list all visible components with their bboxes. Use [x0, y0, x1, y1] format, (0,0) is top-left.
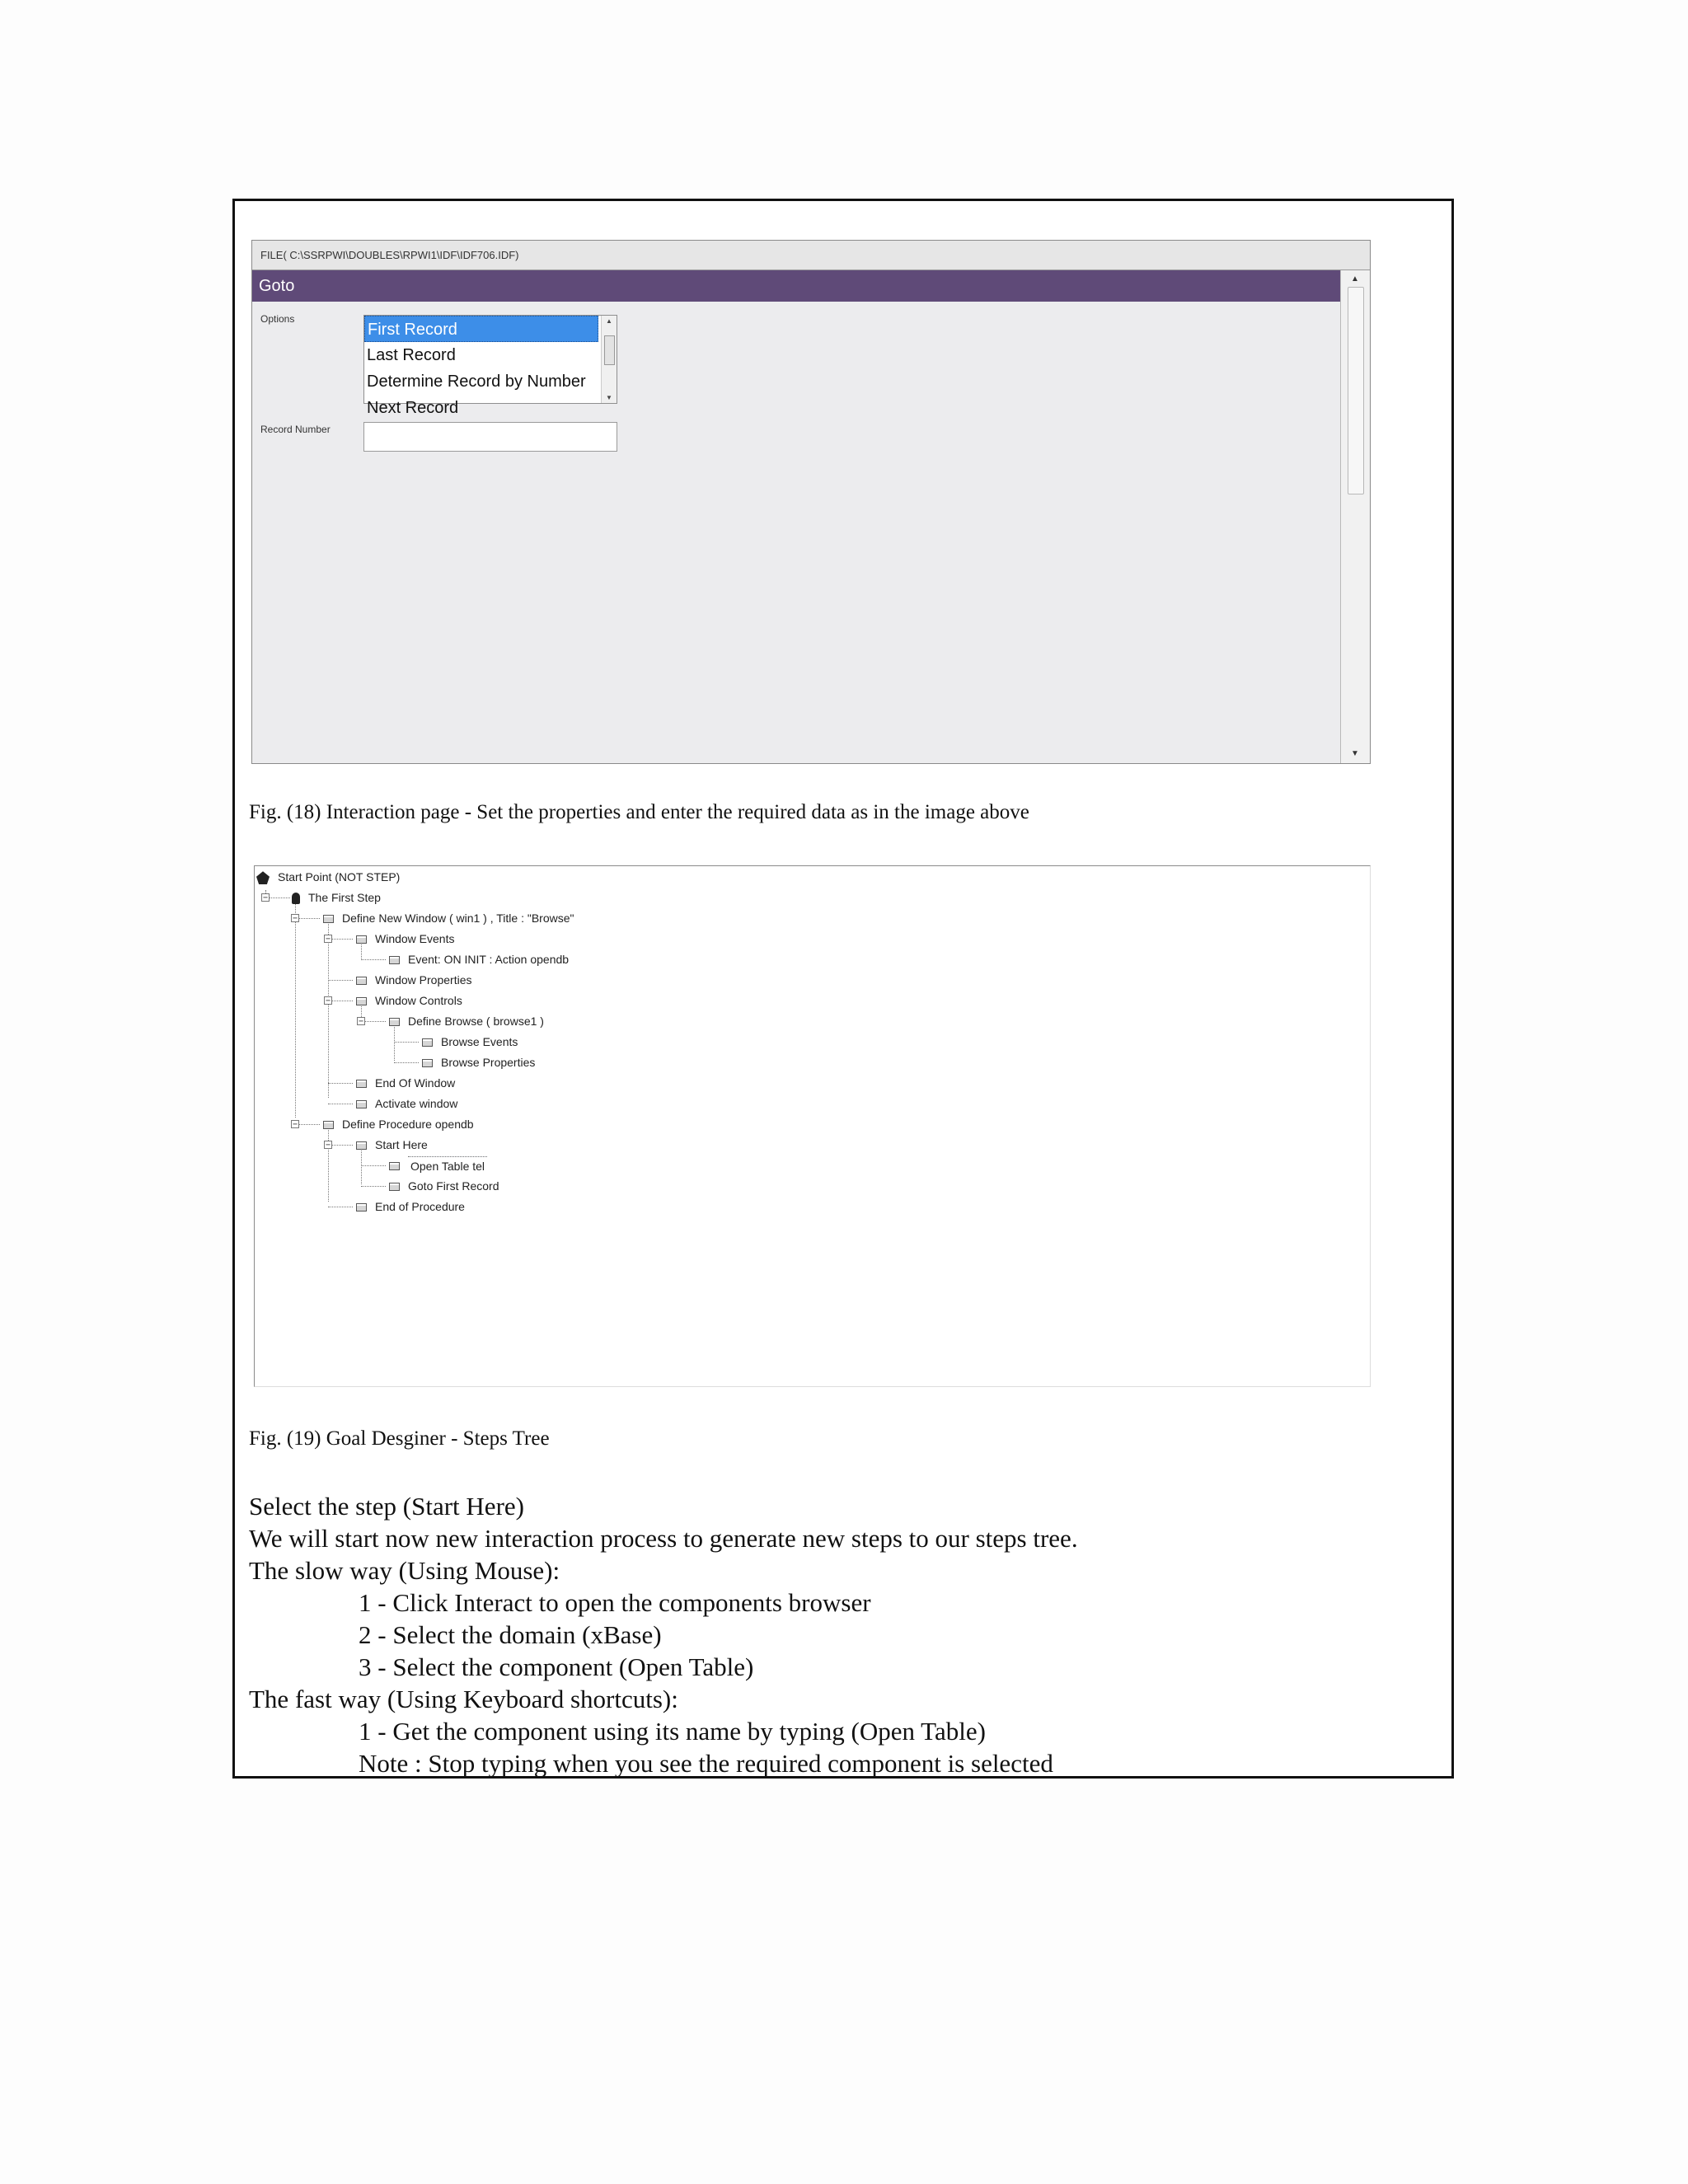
collapse-toggle-icon[interactable]: − — [262, 893, 269, 902]
scroll-up-icon[interactable]: ▲ — [1351, 274, 1359, 284]
list-scroll-down-icon[interactable]: ▼ — [606, 394, 612, 401]
scroll-down-icon[interactable]: ▼ — [1351, 749, 1359, 758]
component-icon — [323, 915, 334, 923]
component-icon — [389, 1162, 400, 1170]
tree-node[interactable]: End of Procedure — [356, 1197, 465, 1216]
instruction-line: Select the step (Start Here) — [249, 1492, 524, 1521]
scrollbar-thumb[interactable] — [1348, 287, 1364, 494]
option-last-record[interactable]: Last Record — [367, 346, 456, 364]
option-first-record[interactable]: First Record — [364, 316, 598, 342]
fast-step-note: Note : Stop typing when you see the required component is selected — [359, 1749, 1053, 1778]
list-scroll-up-icon[interactable]: ▲ — [606, 317, 612, 325]
collapse-toggle-icon[interactable]: − — [325, 1141, 331, 1150]
goto-window — [251, 240, 1371, 764]
tree-node[interactable]: Start Point (NOT STEP) — [256, 868, 400, 886]
window-scrollbar[interactable] — [1340, 270, 1370, 763]
tree-node-selected[interactable]: Open Table tel — [389, 1156, 408, 1174]
options-label: Options — [260, 313, 295, 325]
tree-node[interactable]: End Of Window — [356, 1074, 455, 1092]
window-title: Goto — [252, 270, 1340, 302]
slow-step: 1 - Click Interact to open the components browser — [359, 1588, 871, 1617]
tree-node[interactable]: Window Properties — [356, 971, 472, 989]
component-icon — [323, 1121, 334, 1129]
tree-node[interactable]: Window Events — [356, 930, 454, 948]
collapse-toggle-icon[interactable]: − — [358, 1017, 364, 1026]
tree-node[interactable]: The First Step — [292, 888, 381, 907]
component-icon — [356, 1203, 367, 1212]
component-icon — [356, 1080, 367, 1088]
component-icon — [389, 1018, 400, 1026]
slow-way-heading: The slow way (Using Mouse): — [249, 1556, 560, 1585]
tree-node[interactable]: Start Here — [356, 1136, 428, 1154]
slow-step: 2 - Select the domain (xBase) — [359, 1620, 662, 1649]
component-icon — [422, 1038, 433, 1047]
listbox-scrollbar[interactable] — [601, 316, 617, 403]
component-icon — [356, 977, 367, 985]
tree-node[interactable]: Define New Window ( win1 ) , Title : "Browse" — [323, 909, 574, 927]
component-icon — [356, 1100, 367, 1108]
step-person-icon — [292, 893, 300, 904]
option-record-by-number[interactable]: Determine Record by Number — [367, 373, 586, 391]
option-next-record[interactable]: Next Record — [367, 399, 459, 417]
collapse-toggle-icon[interactable]: − — [325, 935, 331, 944]
list-scroll-thumb[interactable] — [604, 335, 615, 365]
tree-node[interactable]: Browse Events — [422, 1033, 518, 1051]
fast-step: 1 - Get the component using its name by typing (Open Table) — [359, 1717, 986, 1746]
collapse-toggle-icon[interactable]: − — [325, 996, 331, 1005]
component-icon — [389, 1183, 400, 1191]
collapse-toggle-icon[interactable]: − — [292, 1120, 298, 1129]
record-number-label: Record Number — [260, 424, 331, 435]
tree-node[interactable]: Define Browse ( browse1 ) — [389, 1012, 544, 1030]
fast-way-heading: The fast way (Using Keyboard shortcuts): — [249, 1685, 678, 1713]
component-icon — [389, 956, 400, 964]
steps-tree — [254, 865, 1371, 1387]
fig18-caption: Fig. (18) Interaction page - Set the properties and enter the required data as in the image above — [249, 801, 1029, 823]
tree-node[interactable]: Event: ON INIT : Action opendb — [389, 950, 569, 968]
tree-node[interactable]: Define Procedure opendb — [323, 1115, 474, 1133]
options-listbox[interactable] — [363, 315, 617, 417]
instruction-line: We will start now new interaction process to generate new steps to our steps tree. — [249, 1524, 1078, 1553]
fig19-caption: Fig. (19) Goal Desginer - Steps Tree — [249, 1427, 550, 1450]
tree-node[interactable]: Activate window — [356, 1094, 457, 1113]
tree-node[interactable]: Goto First Record — [389, 1177, 499, 1195]
file-path-bar: FILE( C:\SSRPWI\DOUBLES\RPWI1\IDF\IDF706.IDF) — [252, 241, 1370, 270]
component-icon — [356, 997, 367, 1005]
component-icon — [356, 935, 367, 944]
slow-step: 3 - Select the component (Open Table) — [359, 1652, 754, 1681]
tree-node[interactable]: Window Controls — [356, 991, 462, 1010]
collapse-toggle-icon[interactable]: − — [292, 914, 298, 923]
record-number-input[interactable] — [363, 422, 617, 452]
component-icon — [356, 1141, 367, 1150]
tree-node[interactable]: Browse Properties — [422, 1053, 535, 1071]
component-icon — [422, 1059, 433, 1067]
start-point-icon — [256, 871, 270, 884]
